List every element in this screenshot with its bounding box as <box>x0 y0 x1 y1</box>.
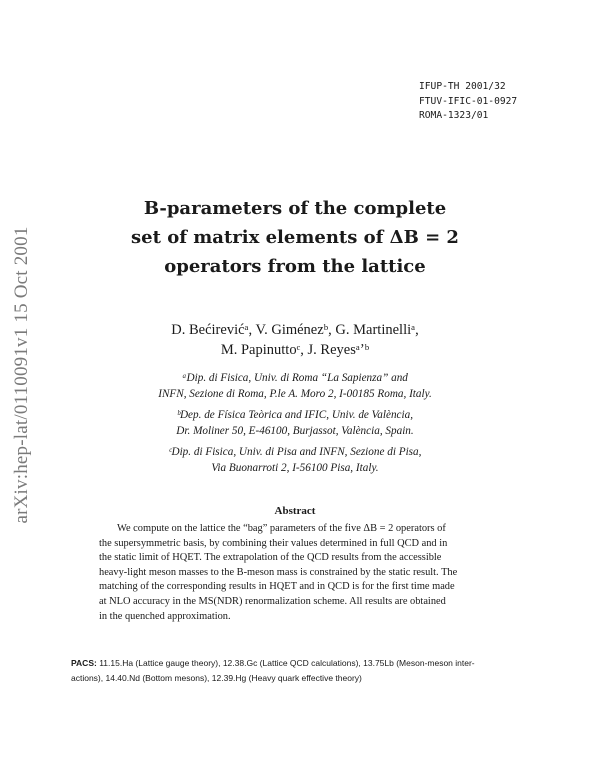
affiliation-line: ᶜDip. di Fisica, Univ. di Pisa and INFN, Sezione di Pisa, <box>168 446 422 458</box>
pacs-label: PACS: <box>71 658 97 668</box>
affiliation-c <box>130 444 460 476</box>
affiliations <box>130 370 460 481</box>
arxiv-identifier: arXiv:hep-lat/0110091v1 15 Oct 2001 <box>11 226 32 524</box>
pacs-text: 11.15.Ha (Lattice gauge theory), 12.38.Gc (Lattice QCD calculations), 13.75Lb (Meson-meson inter- <box>96 658 475 668</box>
author-list <box>100 320 490 360</box>
abstract-line: at NLO accuracy in the MS(NDR) renormalization scheme. All results are obtained <box>99 595 446 607</box>
affiliation-line: Dr. Moliner 50, E-46100, Burjassot, València, Spain. <box>176 425 414 437</box>
affiliation-line: ᵃDip. di Fisica, Univ. di Roma “La Sapienza” and <box>182 372 408 384</box>
abstract-line: heavy-light meson masses to the B-meson mass is constrained by the static result. The <box>99 566 458 578</box>
pacs-line <box>71 656 531 671</box>
abstract-line: the supersymmetric basis, by combining their values determined in full QCD and in <box>99 537 448 549</box>
affiliation-a <box>130 370 460 402</box>
title-line: set of matrix elements of ΔB = 2 <box>131 227 459 248</box>
title-line: B-parameters of the complete <box>143 198 447 219</box>
affiliation-line: INFN, Sezione di Roma, P.le A. Moro 2, I-00185 Roma, Italy. <box>158 388 432 400</box>
author-line: D. Bećirevićᵃ, V. Giménezᵇ, G. Martinelliᵃ, <box>171 322 419 338</box>
abstract-line: We compute on the lattice the “bag” parameters of the five ΔB = 2 operators of <box>117 523 446 534</box>
arxiv-sidebar <box>2 210 42 540</box>
report-number: IFUP-TH 2001/32 <box>419 81 506 92</box>
title-line: operators from the lattice <box>164 256 426 277</box>
report-number: ROMA-1323/01 <box>419 110 489 121</box>
affiliation-line: Via Buonarroti 2, I-56100 Pisa, Italy. <box>211 462 379 474</box>
report-number: FTUV-IFIC-01-0927 <box>419 95 518 107</box>
abstract-line: matching of the corresponding results in HQET and in QCD is for the first time made <box>99 581 455 593</box>
affiliation-b <box>130 407 460 439</box>
abstract-body <box>99 522 529 624</box>
affiliation-line: ᵇDep. de Física Teòrica and IFIC, Univ. de València, <box>176 409 414 421</box>
abstract-line: in the quenched approximation. <box>99 610 231 622</box>
pacs-line: actions), 14.40.Nd (Bottom mesons), 12.39.Hg (Heavy quark effective theory) <box>71 673 362 683</box>
abstract-heading: Abstract <box>274 505 316 517</box>
report-numbers <box>419 80 517 124</box>
pacs-codes <box>71 656 531 686</box>
abstract-line: the static limit of HQET. The extrapolation of the QCD results from the accessible <box>99 552 442 564</box>
author-line: M. Papinuttoᶜ, J. Reyesᵃʼᵇ <box>220 342 370 358</box>
paper-title <box>100 194 490 281</box>
